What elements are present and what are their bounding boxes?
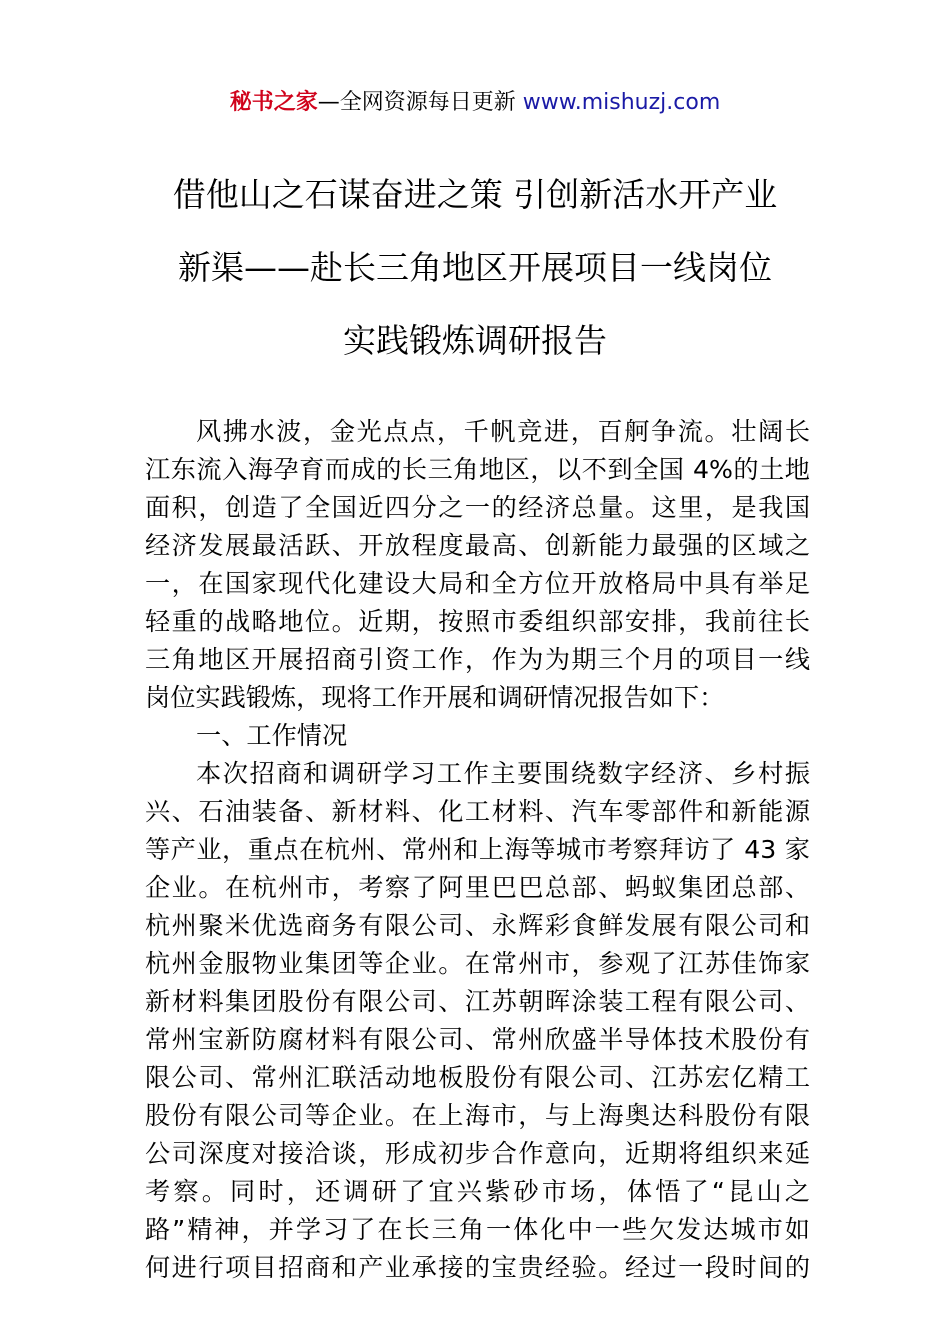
- text-line: 企业。在杭州市，考察了阿里巴巴总部、蚂蚁集团总部、: [145, 873, 810, 902]
- text-line: 轻重的战略地位。近期，按照市委组织部安排，我前往长: [145, 607, 810, 636]
- text-line: 一，在国家现代化建设大局和全方位开放格局中具有举足: [145, 569, 810, 598]
- text-line: 杭州聚米优选商务有限公司、永辉彩食鲜发展有限公司和: [145, 911, 810, 940]
- section-heading: 一、工作情况: [196, 721, 348, 750]
- banner-slogan: —全网资源每日更新: [317, 90, 523, 115]
- site-url[interactable]: www.mishuzj.com: [522, 90, 721, 115]
- title-line: 实践锻炼调研报告: [343, 321, 607, 360]
- text-line: 风拂水波，金光点点，千帆竞进，百舸争流。壮阔长: [196, 417, 810, 446]
- text-line: 江东流入海孕育而成的长三角地区，以不到全国 4%的土地: [145, 455, 810, 484]
- text-line: 杭州金服物业集团等企业。在常州市，参观了江苏佳饰家: [145, 949, 810, 978]
- text-line: 岗位实践锻炼，现将工作开展和调研情况报告如下：: [145, 683, 725, 712]
- text-line: 常州宝新防腐材料有限公司、常州欣盛半导体技术股份有: [145, 1025, 810, 1054]
- text-line: 本次招商和调研学习工作主要围绕数字经济、乡村振: [196, 759, 810, 788]
- title-line: 新渠——赴长三角地区开展项目一线岗位: [178, 248, 772, 287]
- text-line: 经济发展最活跃、开放程度最高、创新能力最强的区域之: [145, 531, 810, 560]
- text-line: 何进行项目招商和产业承接的宝贵经验。经过一段时间的: [145, 1253, 810, 1282]
- site-banner: [0, 88, 950, 118]
- document-title: [145, 158, 805, 377]
- document-body: [145, 413, 810, 1287]
- brand-name: 秘书之家: [229, 90, 318, 115]
- text-line: 公司深度对接洽谈，形成初步合作意向，近期将组织来延: [145, 1139, 810, 1168]
- title-line: 借他山之石谋奋进之策 引创新活水开产业: [172, 175, 778, 214]
- text-line: 路”精神，并学习了在长三角一体化中一些欠发达城市如: [145, 1215, 810, 1244]
- text-line: 新材料集团股份有限公司、江苏朝晖涂装工程有限公司、: [145, 987, 810, 1016]
- paragraph-intro: [145, 413, 810, 717]
- text-line: 股份有限公司等企业。在上海市，与上海奥达科股份有限: [145, 1101, 810, 1130]
- text-line: 三角地区开展招商引资工作，作为为期三个月的项目一线: [145, 645, 810, 674]
- text-line: 面积，创造了全国近四分之一的经济总量。这里，是我国: [145, 493, 810, 522]
- text-line: 等产业，重点在杭州、常州和上海等城市考察拜访了 43 家: [145, 835, 810, 864]
- text-line: 限公司、常州汇联活动地板股份有限公司、江苏宏亿精工: [145, 1063, 810, 1092]
- text-line: 考察。同时，还调研了宜兴紫砂市场，体悟了“昆山之: [145, 1177, 810, 1206]
- text-line: 兴、石油装备、新材料、化工材料、汽车零部件和新能源: [145, 797, 810, 826]
- paragraph-work-situation: [145, 755, 810, 1287]
